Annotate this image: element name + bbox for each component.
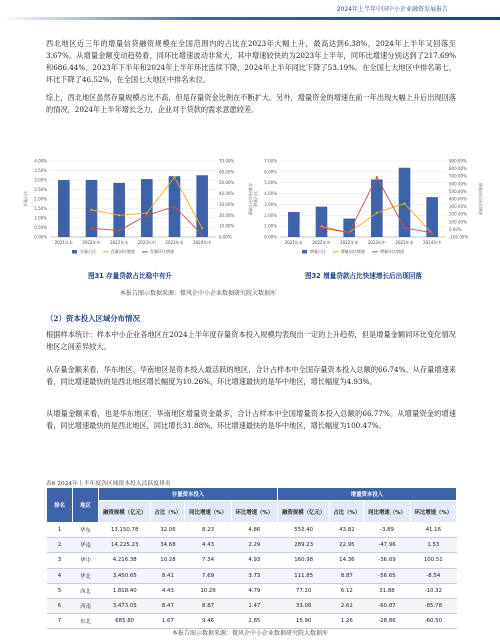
y-right-tick-label: 300.00% xyxy=(449,204,467,210)
y-right-tick-label: 200.00% xyxy=(449,211,467,217)
value-cell: 43.82 xyxy=(330,523,364,538)
value-cell: 31.88 xyxy=(364,583,410,598)
bar xyxy=(426,197,438,237)
legend-swatch xyxy=(72,250,77,254)
col-subheader: 融资规模（亿元） xyxy=(277,501,329,523)
value-cell: 2.29 xyxy=(231,538,277,553)
col-subheader: 融资规模（亿元） xyxy=(99,501,151,523)
table-row xyxy=(47,583,457,598)
line-point xyxy=(320,227,322,229)
value-cell: 10.26 xyxy=(185,583,231,598)
x-tick-label: 2024年中 xyxy=(423,240,442,245)
value-cell: 289.23 xyxy=(277,538,329,553)
y-left-tick-label: 4.00% xyxy=(34,158,47,164)
col-region-header: 地区 xyxy=(73,488,99,523)
paragraph-stock-amount: 从存量金额来看，华东地区、华南地区是资本投入最活跃的地区，合计占样本中全国存量资本投入总额的66.74%。从存量增速来看，同比增速最快的是西北地区增长幅度为10.26%，环比增速最快的是华中地区，增长幅度为4.93%。 xyxy=(46,365,456,386)
rank-cell: 6 xyxy=(47,598,73,613)
region-cell: 华南 xyxy=(73,538,99,553)
region-cell: 华北 xyxy=(73,568,99,583)
value-cell: 8.23 xyxy=(185,523,231,538)
value-cell: -47.96 xyxy=(364,538,410,553)
value-cell: 1,818.40 xyxy=(99,583,151,598)
value-cell: -85.78 xyxy=(410,598,456,613)
rank-cell: 2 xyxy=(47,538,73,553)
figure-32-caption: 图32 增量贷款占比快速增长后出现回落 xyxy=(305,272,422,280)
col-subheader: 占比（%） xyxy=(330,501,364,523)
legend-label: 增量同比增速 xyxy=(340,249,365,254)
value-cell: 4.79 xyxy=(231,583,277,598)
line-point xyxy=(201,234,203,236)
y-right-tick-label: 10.00% xyxy=(219,223,235,229)
line-point xyxy=(173,206,175,208)
table-row xyxy=(47,523,457,538)
legend-label: 存量环比增速 xyxy=(150,249,174,254)
y-left-tick-label: 0.50% xyxy=(34,225,47,230)
x-tick-label: 2023年末 xyxy=(165,240,184,245)
y-right-tick-label: 50.00% xyxy=(219,180,235,186)
y-right-tick-label: 400.00% xyxy=(449,196,467,202)
y-left-tick-label: 6.00% xyxy=(264,169,277,175)
table-row xyxy=(47,598,457,613)
x-tick-label: 2021年末 xyxy=(284,240,303,245)
paragraph-summary: 综上，西北地区虽然存量规模占比不高，但是存量资金比例在不断扩大。另外，增量资金的增速在前一年出现大幅上升后出现回落的情况，2024年上半年增长乏力，企业对于贷款的需求意愿较差。 xyxy=(46,93,456,114)
header-rule xyxy=(0,17,500,20)
rank-cell: 3 xyxy=(47,553,73,568)
value-cell: 4.43 xyxy=(185,538,231,553)
col-subheader: 环比增速（%） xyxy=(410,501,456,523)
legend-label: 增量环比增速 xyxy=(380,249,404,254)
value-cell: 8.41 xyxy=(151,568,185,583)
y-left-axis-title: 存量占比 xyxy=(23,191,28,207)
value-cell: 3,450.65 xyxy=(99,568,151,583)
y-left-tick-label: 2.50% xyxy=(34,187,47,192)
value-cell: 1.67 xyxy=(151,614,185,629)
value-cell: 4.93 xyxy=(231,553,277,568)
value-cell: 10.28 xyxy=(151,553,185,568)
value-cell: 2.85 xyxy=(231,614,277,629)
y-right-tick-label: 700.00% xyxy=(449,173,467,179)
value-cell: 1.26 xyxy=(330,614,364,629)
rank-cell: 1 xyxy=(47,523,73,538)
bar xyxy=(316,207,328,237)
y-left-tick-label: 2.00% xyxy=(264,212,277,218)
x-tick-label: 2022年末 xyxy=(110,240,129,245)
bar xyxy=(371,179,383,237)
paragraph-sample-stats: 根据样本统计：样本中小企业各地区在2024上半年度存量资本投入规模均表现出一定的上升趋势，但是增量金额同环比变化情况地区之间差异较大。 xyxy=(46,330,456,351)
stock-group-header: 存量资本投入 xyxy=(99,488,278,501)
table-source-note: 本报告图示数据来源：微风企中小企业数据研究院大数据库 xyxy=(171,630,328,637)
line-point xyxy=(118,214,120,216)
col-subheader: 环比增速（%） xyxy=(231,501,277,523)
line-point xyxy=(90,209,92,211)
y-left-tick-label: 2.00% xyxy=(34,196,47,202)
y-right-axis-title: 存量同比环比增速 xyxy=(248,183,253,215)
region-cell: 华中 xyxy=(73,553,99,568)
table-row xyxy=(47,553,457,568)
table-row xyxy=(47,538,457,553)
bar xyxy=(113,183,125,237)
value-cell: 34.68 xyxy=(151,538,185,553)
value-cell: 77.20 xyxy=(277,583,329,598)
y-left-tick-label: 1.00% xyxy=(34,215,47,221)
y-left-tick-label: 7.00% xyxy=(264,158,277,164)
rank-cell: 5 xyxy=(47,583,73,598)
line-point xyxy=(376,176,378,178)
y-right-tick-label: 20.00% xyxy=(219,212,235,218)
chart-increment-loan-share xyxy=(250,155,482,267)
x-tick-label: 2022年中 xyxy=(82,240,101,245)
increment-group-header: 增量资本投入 xyxy=(277,488,456,501)
line-point xyxy=(376,212,378,214)
value-cell: 13,150.78 xyxy=(99,523,151,538)
value-cell: 22.95 xyxy=(330,538,364,553)
value-cell: 4.43 xyxy=(151,583,185,598)
value-cell: 8.47 xyxy=(151,598,185,613)
value-cell: 7.69 xyxy=(185,568,231,583)
y-left-tick-label: 1.50% xyxy=(34,206,47,211)
value-cell: 14,225.23 xyxy=(99,538,151,553)
region-cell: 西南 xyxy=(73,598,99,613)
x-tick-label: 2023年中 xyxy=(137,240,156,245)
value-cell: 9.46 xyxy=(185,614,231,629)
value-cell: -10.32 xyxy=(410,583,456,598)
line-point xyxy=(146,212,148,214)
line-point xyxy=(90,227,92,229)
y-left-tick-label: 1.00% xyxy=(264,223,277,229)
region-cell: 西北 xyxy=(73,583,99,598)
y-right-axis-title: 增量同比环比增速 xyxy=(478,183,483,215)
value-cell: 4.86 xyxy=(231,523,277,538)
table-row xyxy=(47,614,457,629)
value-cell: 3.73 xyxy=(231,568,277,583)
col-subheader: 占比（%） xyxy=(151,501,185,523)
legend-label: 存量同比增速 xyxy=(110,249,135,254)
legend-label: 存量占比 xyxy=(80,249,96,254)
value-cell: 685.80 xyxy=(99,614,151,629)
x-tick-label: 2021年末 xyxy=(54,240,73,245)
y-right-tick-label: 0.00% xyxy=(219,234,232,240)
y-right-tick-label: 40.00% xyxy=(219,191,235,197)
region-capital-table xyxy=(46,487,457,629)
x-tick-label: 2024年中 xyxy=(193,240,212,245)
y-left-tick-label: 5.00% xyxy=(264,180,277,186)
report-title: 2024年上半年中国中小企业融资发展报告 xyxy=(336,6,448,13)
y-right-tick-label: 100.00% xyxy=(449,219,467,225)
section-heading: （2）资本投入区域分布情况 xyxy=(46,314,140,323)
value-cell: 8.87 xyxy=(330,568,364,583)
value-cell: 33.08 xyxy=(277,598,329,613)
bar xyxy=(399,168,411,237)
value-cell: 1.53 xyxy=(410,538,456,553)
x-tick-label: 2023年末 xyxy=(395,240,414,245)
value-cell: 14.36 xyxy=(330,553,364,568)
bar xyxy=(343,219,355,237)
rank-cell: 4 xyxy=(47,568,73,583)
value-cell: -8.54 xyxy=(410,568,456,583)
legend-label: 增量占比 xyxy=(310,249,326,254)
y-left-tick-label: 0.00% xyxy=(264,234,277,240)
value-cell: 32.06 xyxy=(151,523,185,538)
x-tick-label: 2022年末 xyxy=(340,240,359,245)
y-right-tick-label: 30.00% xyxy=(219,201,235,207)
value-cell: -3.89 xyxy=(364,523,410,538)
value-cell: 1.47 xyxy=(231,598,277,613)
value-cell: 7.34 xyxy=(185,553,231,568)
rank-cell: 7 xyxy=(47,614,73,629)
table-title: 表6 2024年上半年度各区域资本投入活跃度排名 xyxy=(46,481,171,487)
value-cell: 4,216.38 xyxy=(99,553,151,568)
figure-31-caption: 图31 存量贷款占比稳中有升 xyxy=(88,272,173,280)
y-right-tick-label: 900.00% xyxy=(449,158,467,164)
y-right-tick-label: 0.00% xyxy=(449,226,462,232)
chart-stock-loan-share xyxy=(20,155,252,267)
line-point xyxy=(348,231,350,233)
y-left-tick-label: 3.00% xyxy=(34,177,47,183)
line-point xyxy=(146,214,148,216)
bar xyxy=(288,212,300,237)
value-cell: -36.09 xyxy=(364,553,410,568)
line-point xyxy=(201,227,203,229)
x-tick-label: 2022年中 xyxy=(312,240,331,245)
y-left-tick-label: 4.00% xyxy=(264,191,277,197)
y-right-tick-label: 60.00% xyxy=(219,169,235,175)
value-cell: 552.40 xyxy=(277,523,329,538)
value-cell: 100.51 xyxy=(410,553,456,568)
value-cell: -60.87 xyxy=(364,598,410,613)
line-point xyxy=(403,227,405,229)
value-cell: 8.87 xyxy=(185,598,231,613)
y-left-axis-title: 增量占比 xyxy=(253,191,258,207)
paragraph-increment-amount: 从增量金额来看，也是华东地区、华南地区增量资金最多，合计占样本中全国增量资本投入总额的66.77%。从增量资金的增速看，同比增速最快的是西北地区，同比增长31.88%，环比增速最快的是华中地区，增长幅度为100.47%。 xyxy=(46,409,456,430)
col-rank-header: 排名 xyxy=(47,488,73,523)
value-cell: -60.50 xyxy=(410,614,456,629)
value-cell: 15.90 xyxy=(277,614,329,629)
value-cell: 2.62 xyxy=(330,598,364,613)
line-point xyxy=(173,176,175,178)
col-subheader: 同比增速（%） xyxy=(364,501,410,523)
y-left-tick-label: 3.50% xyxy=(34,168,47,173)
page-header xyxy=(0,0,500,22)
col-subheader: 同比增速（%） xyxy=(185,501,231,523)
value-cell: -28.86 xyxy=(364,614,410,629)
x-tick-label: 2023年中 xyxy=(367,240,386,245)
paragraph-northwest-increment: 西北地区近三年的增量信贷融资规模在全国范围内的占比在2023年大幅上升，最高达到6.38%，2024年上半年又回落至3.67%。从增量金额变动趋势看，同环比增速波动非常大，其中增速较快的为2023年上半年，同环比增速分别达到了217.69%和686.44%，2023年下半年和2024年上半年环比连续下降，2024年上半年同比下降了53.19%。在全国七大地区中排名第七，环比下降了46.52%，在全国七大地区中排名末位。 xyxy=(46,39,456,84)
y-right-tick-label: 70.00% xyxy=(219,158,235,164)
line-point xyxy=(431,232,433,234)
value-cell: 111.85 xyxy=(277,568,329,583)
value-cell: -56.65 xyxy=(364,568,410,583)
value-cell: 160.98 xyxy=(277,553,329,568)
line-point xyxy=(403,202,405,204)
y-right-tick-label: 800.00% xyxy=(449,166,467,172)
line-point xyxy=(118,229,120,231)
y-left-tick-label: 0.00% xyxy=(34,234,47,240)
bar xyxy=(58,180,70,237)
region-cell: 东北 xyxy=(73,614,99,629)
y-right-tick-label: 600.00% xyxy=(449,181,467,187)
y-right-tick-label: -100.00% xyxy=(449,234,469,240)
y-right-tick-label: 500.00% xyxy=(449,188,467,194)
table-row xyxy=(47,568,457,583)
value-cell: 41.16 xyxy=(410,523,456,538)
figure-source-note: 本报告图示数据来源：微风企中小企业数据研究院大数据库 xyxy=(120,290,277,297)
y-left-tick-label: 3.00% xyxy=(264,201,277,207)
value-cell: 3,473.05 xyxy=(99,598,151,613)
legend-swatch xyxy=(302,250,307,254)
value-cell: 6.12 xyxy=(330,583,364,598)
region-cell: 华东 xyxy=(73,523,99,538)
